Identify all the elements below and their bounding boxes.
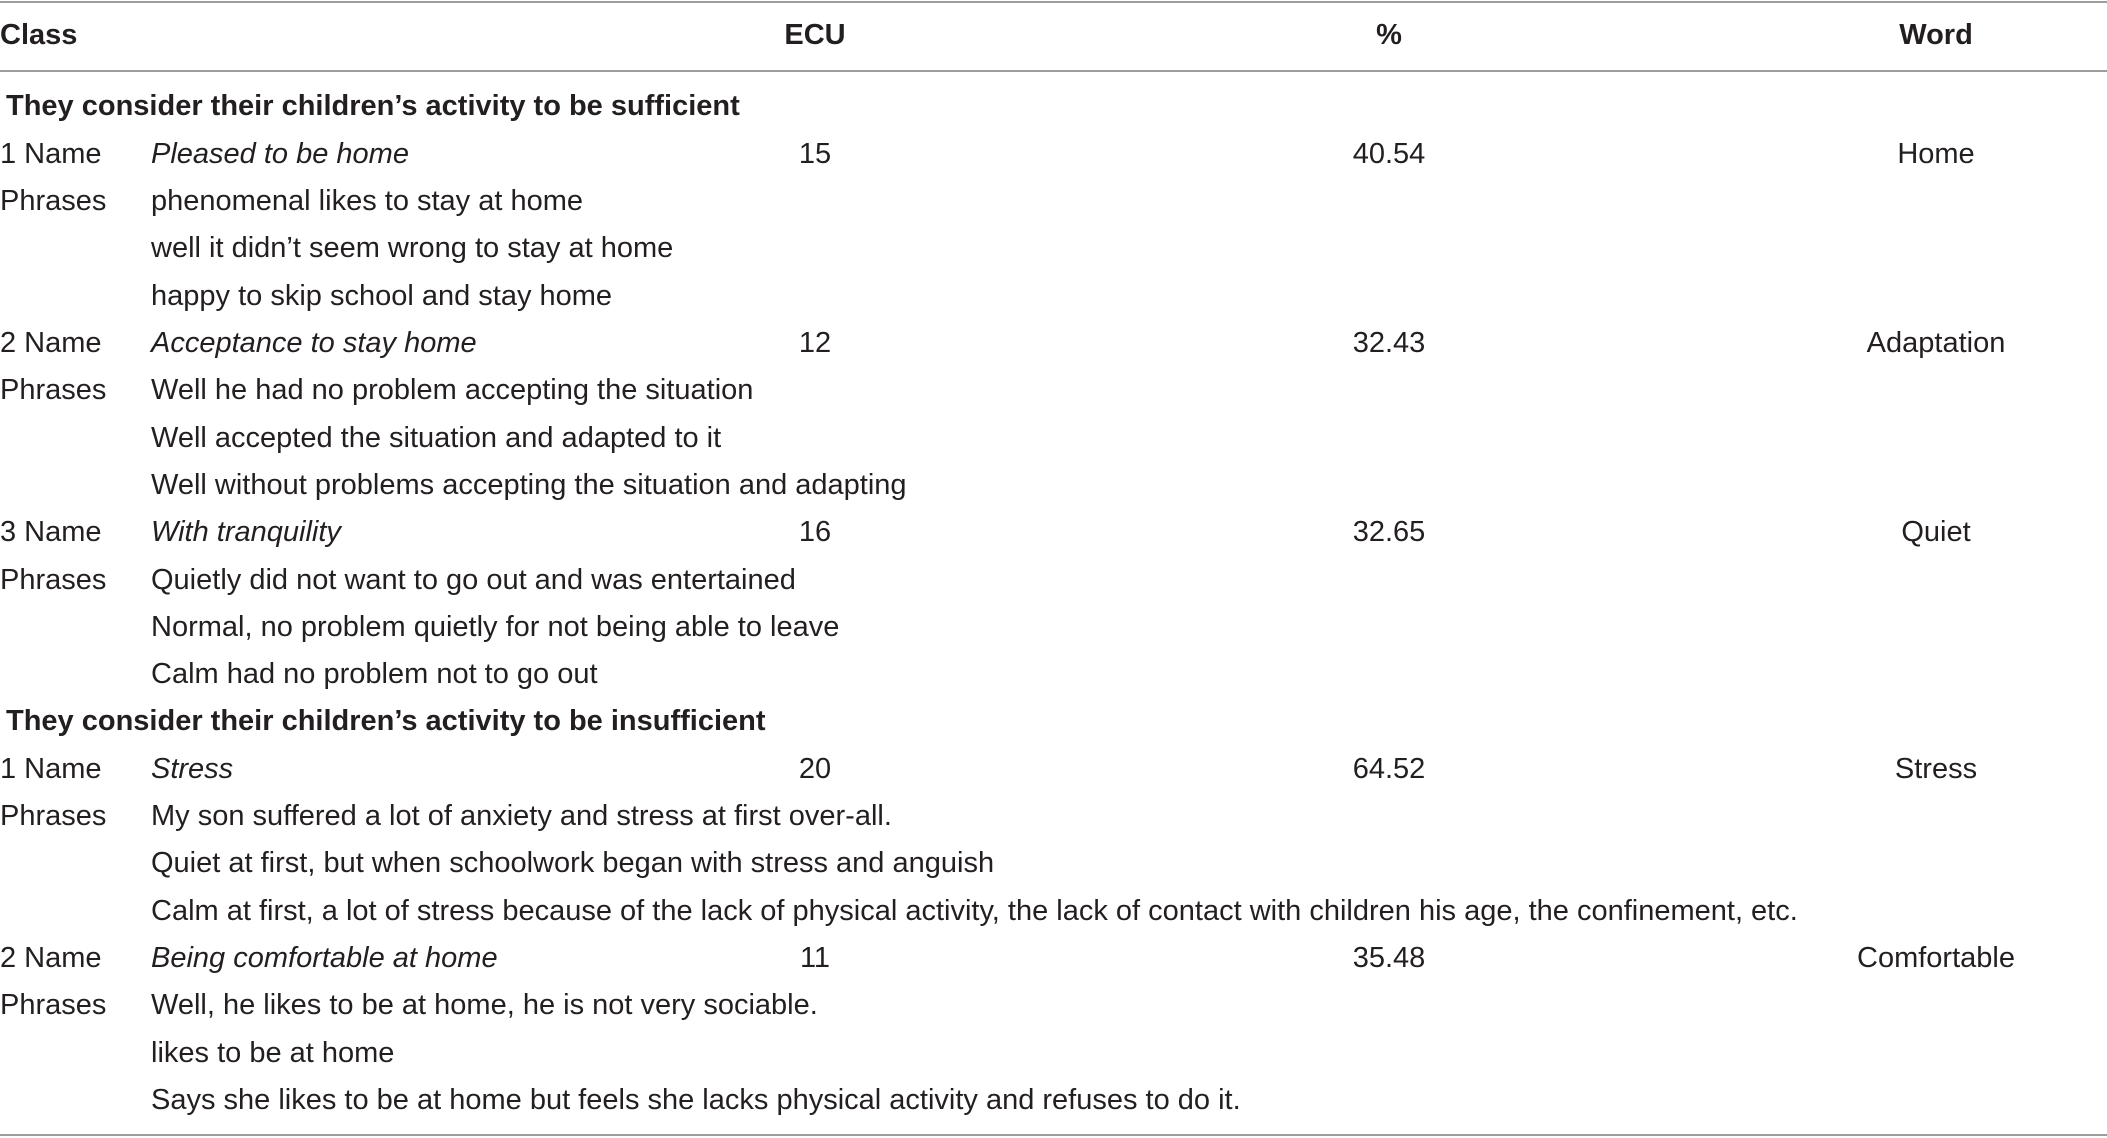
phrase-row (0, 225, 2107, 272)
class-name: With tranquility (151, 516, 341, 548)
class-word: Home (1897, 138, 1975, 170)
phrases-label: Phrases (0, 800, 107, 832)
header-percent: % (1376, 19, 1402, 51)
phrase-text: phenomenal likes to stay at home (151, 185, 584, 217)
phrases-label: Phrases (0, 374, 107, 406)
phrase-text: well it didn’t seem wrong to stay at home (151, 232, 674, 264)
phrase-row (0, 888, 2107, 935)
table-header-row (0, 12, 2107, 59)
class-percent: 64.52 (1352, 753, 1426, 785)
phrase-row (0, 557, 2107, 604)
phrase-text: Well, he likes to be at home, he is not very sociable. (151, 989, 818, 1021)
class-row (0, 320, 2107, 367)
phrase-text: Quietly did not want to go out and was entertained (151, 564, 796, 596)
phrase-text: Well accepted the situation and adapted to it (151, 422, 722, 454)
phrase-text: Well he had no problem accepting the situation (151, 374, 754, 406)
section-title: They consider their children’s activity to be insufficient (6, 705, 766, 737)
class-percent: 32.65 (1352, 516, 1426, 548)
phrase-row (0, 604, 2107, 651)
phrase-row (0, 651, 2107, 698)
header-ecu: ECU (784, 19, 846, 51)
phrase-row (0, 840, 2107, 887)
header-word: Word (1899, 19, 1973, 51)
phrases-label: Phrases (0, 564, 107, 596)
class-percent: 40.54 (1352, 138, 1426, 170)
phrases-label: Phrases (0, 989, 107, 1021)
class-label: 3 Name (0, 516, 102, 548)
class-row (0, 509, 2107, 556)
phrase-text: Calm at first, a lot of stress because of the lack of physical activity, the lack of contact with children his age, the confinement, etc. (151, 895, 1798, 927)
class-row (0, 131, 2107, 178)
phrase-row (0, 367, 2107, 414)
class-label: 1 Name (0, 138, 102, 170)
section-title-row (0, 83, 2107, 130)
class-name: Stress (151, 753, 234, 785)
phrase-row (0, 793, 2107, 840)
class-row (0, 746, 2107, 793)
table-bottom-rule (0, 1134, 2107, 1136)
class-percent: 32.43 (1352, 327, 1426, 359)
table-top-rule (0, 1, 2107, 3)
class-row (0, 935, 2107, 982)
phrase-row (0, 462, 2107, 509)
class-percent: 35.48 (1352, 942, 1426, 974)
phrase-row (0, 415, 2107, 462)
class-name: Being comfortable at home (151, 942, 498, 974)
class-ecu: 11 (799, 942, 831, 974)
class-label: 1 Name (0, 753, 102, 785)
class-word: Quiet (1901, 516, 1971, 548)
class-name: Acceptance to stay home (151, 327, 477, 359)
phrase-text: Quiet at first, but when schoolwork began with stress and anguish (151, 847, 995, 879)
class-ecu: 16 (798, 516, 832, 548)
phrase-text: happy to skip school and stay home (151, 280, 613, 312)
phrase-text: Says she likes to be at home but feels she lacks physical activity and refuses to do it. (151, 1084, 1241, 1116)
class-label: 2 Name (0, 327, 102, 359)
phrase-text: Normal, no problem quietly for not being able to leave (151, 611, 840, 643)
class-word: Comfortable (1857, 942, 2015, 974)
class-ecu: 15 (798, 138, 832, 170)
phrase-text: likes to be at home (151, 1037, 395, 1069)
class-label: 2 Name (0, 942, 102, 974)
phrase-text: Well without problems accepting the situation and adapting (151, 469, 907, 501)
phrase-text: Calm had no problem not to go out (151, 658, 598, 690)
phrases-label: Phrases (0, 185, 107, 217)
phrase-row (0, 982, 2107, 1029)
phrase-row (0, 273, 2107, 320)
phrase-text: My son suffered a lot of anxiety and stress at first over-all. (151, 800, 892, 832)
class-name: Pleased to be home (151, 138, 409, 170)
table-header-rule (0, 70, 2107, 72)
class-word: Stress (1894, 753, 1978, 785)
phrase-row (0, 1030, 2107, 1077)
header-class: Class (0, 19, 78, 51)
phrase-row (0, 1077, 2107, 1124)
class-word: Adaptation (1866, 327, 2006, 359)
class-ecu: 20 (798, 753, 832, 785)
phrase-row (0, 178, 2107, 225)
section-title: They consider their children’s activity to be sufficient (6, 90, 740, 122)
section-title-row (0, 698, 2107, 745)
class-ecu: 12 (798, 327, 832, 359)
